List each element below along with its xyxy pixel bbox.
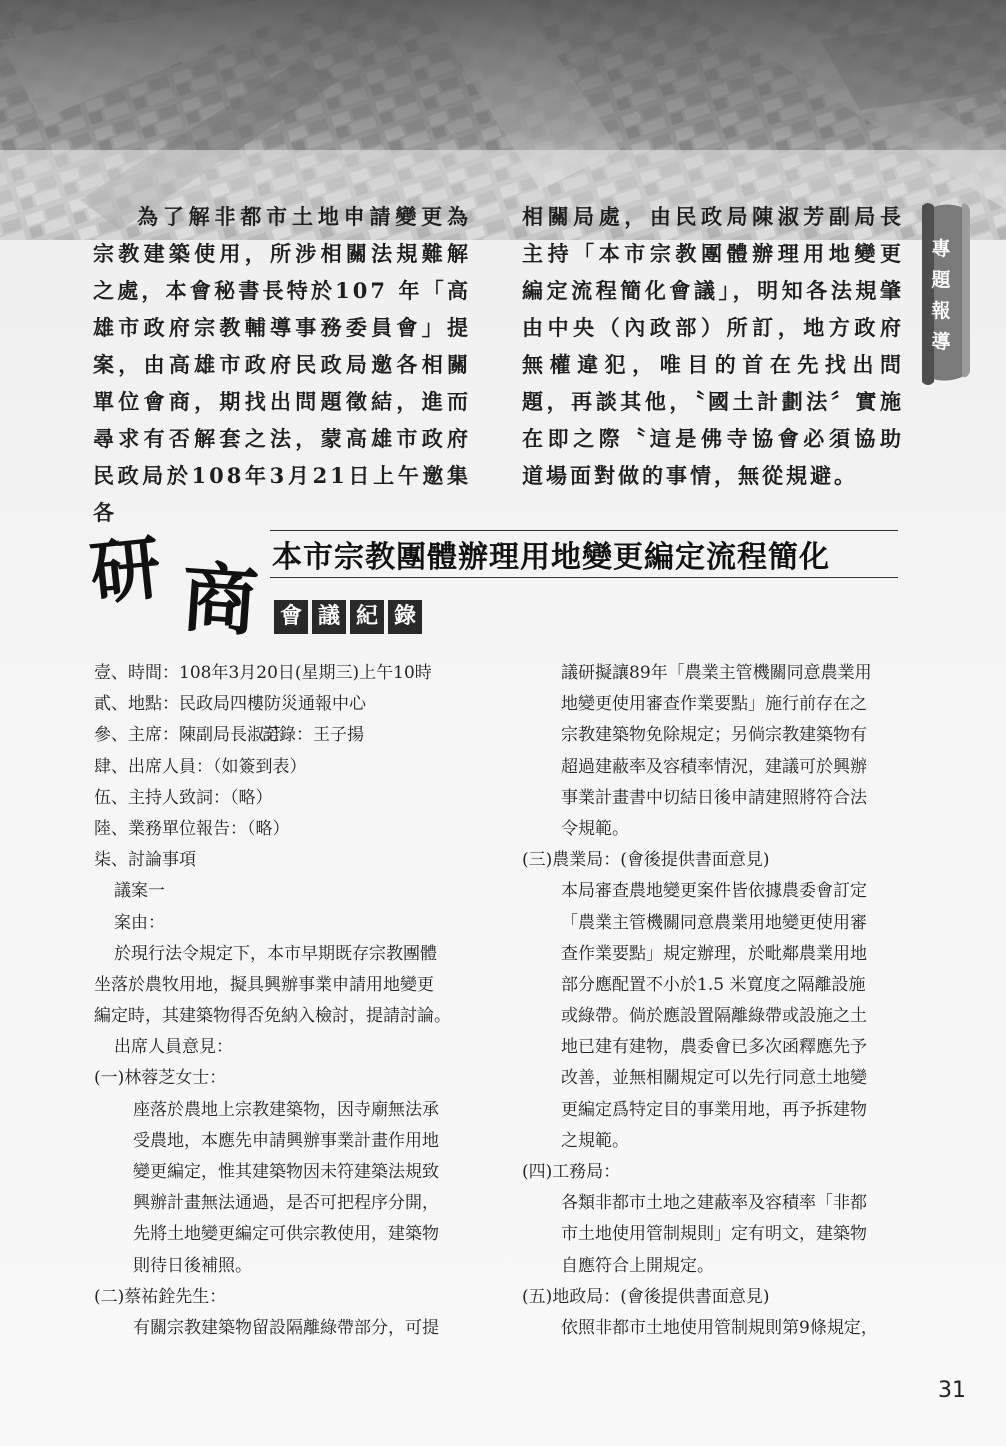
record-line: 依照非都市土地使用管制規則第9條規定，: [561, 1317, 878, 1338]
record-line: [94, 720, 479, 751]
record-line: 壹、時間：108年3月20日(星期三)上午10時: [94, 663, 432, 683]
title-rule: [270, 530, 898, 531]
record-line: 改善，並無相關規定可以先行同意土地變: [561, 1068, 867, 1089]
record-line: 「農業主管機關同意農業用地變更使用審: [561, 912, 867, 933]
record-line: 超過建蔽率及容積率情況，建議可於興辦: [561, 756, 867, 777]
record-line: 自應符合上開規定。: [561, 1255, 714, 1276]
article-subtitle: [274, 600, 426, 634]
record-line: 地變更使用審查作業要點」施行前存在之: [561, 694, 867, 715]
record-line: 興辦計畫無法通過，是否可把程序分開，: [133, 1193, 439, 1214]
subtitle-char-box: 紀: [350, 600, 384, 634]
record-line: (五)地政局：(會後提供書面意見): [522, 1286, 770, 1307]
title-rule: [270, 577, 898, 578]
record-line: 令規範。: [561, 818, 629, 839]
record-line: 各類非都市土地之建蔽率及容積率「非都: [561, 1193, 867, 1214]
record-line: 伍、主持人致詞：（略）: [94, 787, 273, 808]
record-line: 柒、討論事項: [94, 850, 196, 871]
record-line: 更編定爲特定目的事業用地，再予拆建物: [561, 1099, 867, 1120]
section-tab-label: [926, 234, 956, 358]
article-title: 本市宗教團體辦理用地變更編定流程簡化: [272, 540, 830, 575]
subtitle-char-box: 議: [312, 600, 346, 634]
section-tab-char: 題: [931, 269, 951, 291]
intro-column-left: [93, 198, 471, 531]
section-tab-char: 報: [931, 300, 951, 322]
record-line: (三)農業局：(會後提供書面意見): [522, 850, 770, 871]
calligraphy-glyph: 研: [86, 525, 163, 616]
record-line: 有關宗教建築物留設隔離綠帶部分，可提: [133, 1317, 439, 1338]
record-line: 受農地，本應先申請興辦事業計畫作用地: [133, 1130, 439, 1151]
record-line: 肆、出席人員：（如簽到表）: [94, 756, 307, 777]
record-line: 編定時，其建築物得否免納入檢討，提請討論。: [94, 1006, 451, 1027]
record-line: 宗教建築物免除規定；另倘宗教建築物有: [561, 725, 867, 746]
record-line: (四)工務局：: [522, 1162, 621, 1182]
record-line: 事業計畫書中切結日後申請建照將符合法: [561, 787, 867, 808]
record-line: 陸、業務單位報告：（略）: [94, 818, 290, 839]
record-line: 或綠帶。倘於應設置隔離綠帶或設施之土: [561, 1006, 867, 1027]
intro-paragraph-left: 為了解非都市土地申請變更為宗教建築使用，所涉相關法規難解之處，本會秘書長特於107 年「高雄市政府宗教輔導事務委員會」提案，由高雄市政府民政局邀各相關單位會商，期找出問題徵結，進而尋求有否解套之法，蒙高雄市政府民政局於108年3月21日上午邀集各: [93, 204, 471, 525]
record-line: 座落於農地上宗教建築物，因寺廟無法承: [133, 1099, 439, 1120]
section-tab-char: 專: [931, 238, 951, 260]
record-line: 案由：: [114, 912, 165, 933]
record-line: 則待日後補照。: [133, 1255, 252, 1276]
subtitle-char-box: 錄: [388, 600, 422, 634]
record-line: 查作業要點」規定辦理，於毗鄰農業用地: [561, 943, 867, 964]
record-column-right: [522, 658, 907, 1344]
intro-paragraph-right: 相關局處，由民政局陳淑芳副局長主持「本市宗教團體辦理用地變更編定流程簡化會議」，明知各法規肇由中央（內政部）所訂，地方政府無權違犯，唯目的首在先找出問題，再談其他，〝國土計劃法〞實施在即之際〝這是佛寺協會必須協助道場面對做的事情，無從規避。: [522, 204, 904, 488]
record-line: 出席人員意見：: [114, 1037, 233, 1058]
record-line: 本局審查農地變更案件皆依據農委會訂定: [561, 881, 867, 902]
record-line: 坐落於農牧用地，擬具興辦事業申請用地變更: [94, 974, 434, 995]
subtitle-char-box: 會: [274, 600, 308, 634]
section-tab-char: 導: [931, 331, 951, 353]
record-line: 之規範。: [561, 1130, 629, 1151]
record-line: (二)蔡祐銓先生：: [94, 1286, 227, 1307]
record-line: 於現行法令規定下，本市早期既存宗教團體: [114, 943, 437, 964]
calligraphy-glyph: 商: [178, 552, 261, 647]
record-line: 地已建有建物，農委會已多次函釋應先予: [561, 1037, 867, 1058]
intro-column-right: [522, 198, 904, 494]
recorder-text: 記錄：王子揚: [262, 725, 364, 746]
record-line: 貳、地點：民政局四樓防災通報中心: [94, 694, 366, 715]
record-line: 市土地使用管制規則」定有明文，建築物: [561, 1224, 867, 1245]
chair-text: 參、主席：陳副局長淑芳: [94, 725, 281, 746]
record-column-left: [94, 658, 479, 1344]
record-line: 部分應配置不小於1.5 米寬度之隔離設施: [561, 974, 866, 995]
record-line: 變更編定，惟其建築物因未符建築法規致: [133, 1162, 439, 1182]
record-line: (一)林蓉芝女士：: [94, 1068, 227, 1089]
record-line: 議研擬讓89年「農業主管機關同意農業用: [561, 663, 872, 683]
record-line: 議案一: [114, 881, 165, 902]
page-number: 31: [938, 1378, 966, 1403]
record-line: 先將土地變更編定可供宗教使用，建築物: [133, 1224, 439, 1245]
